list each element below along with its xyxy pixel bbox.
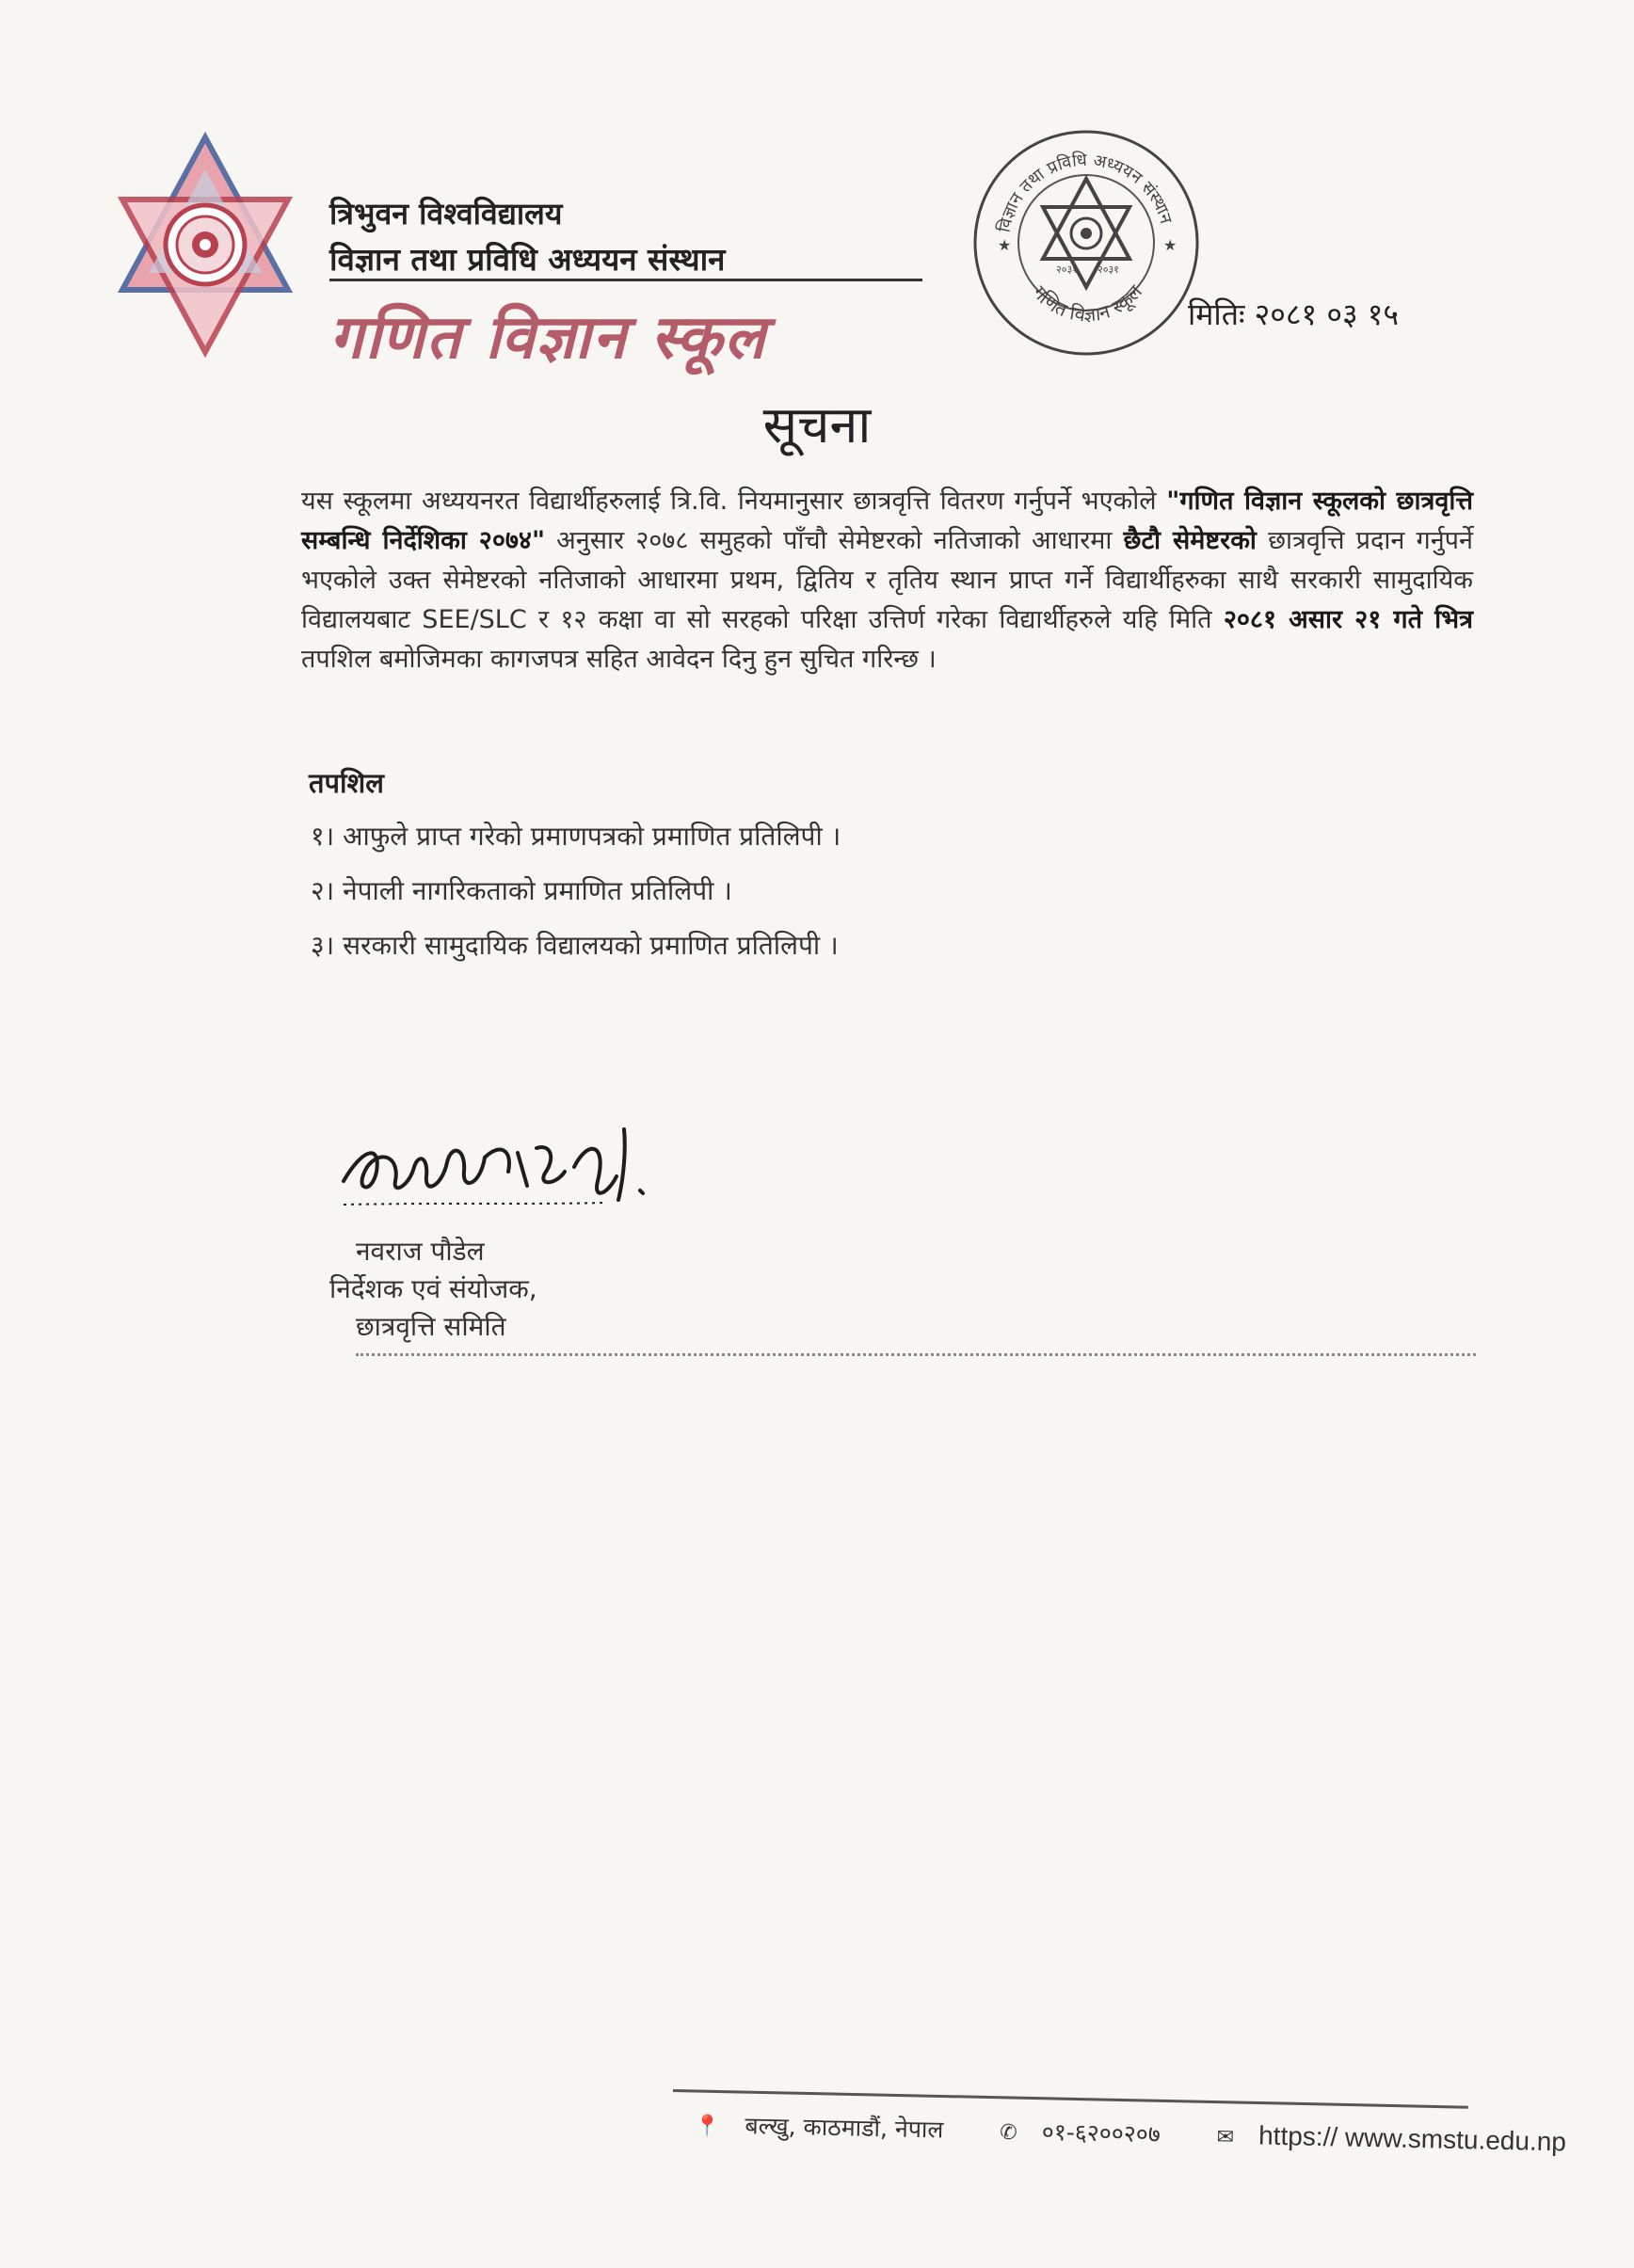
notice-date: मितिः २०८१ ०३ १५: [1188, 296, 1400, 332]
university-name: त्रिभुवन विश्वविद्यालय: [329, 196, 563, 232]
header-divider: [329, 279, 922, 281]
signatory-committee: छात्रवृत्ति समिति: [356, 1311, 506, 1342]
signatory-role: निर्देशक एवं संयोजक,: [329, 1273, 537, 1304]
footer-address: बल्खु, काठमाडौं, नेपाल: [745, 2112, 944, 2144]
list-item: २। नेपाली नागरिकताको प्रमाणित प्रतिलिपी ।: [311, 875, 732, 906]
university-logo-icon: [111, 132, 299, 358]
list-item: ३। सरकारी सामुदायिक विद्यालयको प्रमाणित प्रतिलिपी ।: [311, 930, 839, 961]
notice-body: [301, 482, 1473, 679]
notice-title: सूचना: [762, 395, 872, 455]
footer-phone: ०१-६२००२०७: [1041, 2117, 1161, 2148]
seal-ring-text: विज्ञान तथा प्रविधि अध्ययन संस्थान: [994, 150, 1177, 234]
handwritten-signature: [325, 1092, 682, 1233]
notice-bold-semester: छैटौ सेमेष्टरको: [1123, 526, 1257, 555]
list-item: १। आफुले प्राप्त गरेको प्रमाणपत्रको प्रमाणित प्रतिलिपी ।: [311, 821, 841, 852]
notice-text-part: यस स्कूलमा अध्ययनरत विद्यार्थीहरुलाई त्रि.वि. नियमानुसार छात्रवृत्ति वितरण गर्नुपर्ने भएकोले: [301, 487, 1167, 516]
svg-text:★: ★: [998, 236, 1012, 254]
notice-bold-deadline: २०८१ असार २१ गते भित्र: [1223, 605, 1473, 634]
details-list: [311, 809, 841, 973]
school-name: गणित विज्ञान स्कूल: [329, 303, 767, 373]
dotted-divider: [356, 1353, 1476, 1356]
footer-contact: [695, 2108, 1616, 2159]
details-heading: तपशिल: [309, 767, 384, 799]
notice-bold-directive: "गणित विज्ञान स्कूलको छात्रवृत्ति सम्बन्धि निर्देशिका २०७४": [301, 487, 1474, 555]
seal-year-left: २०३१: [1056, 264, 1078, 276]
footer-website: https:// www.smstu.edu.np: [1258, 2120, 1567, 2157]
svg-text:★: ★: [1163, 236, 1177, 254]
signatory-name: नवराज पौडेल: [356, 1236, 485, 1267]
notice-text-part: अनुसार २०७८ समुहको पाँचौ सेमेष्टरको नतिजाको आधारमा: [545, 526, 1124, 555]
seal-bottom-text: गणित विज्ञान स्कूल: [1028, 280, 1147, 327]
official-seal-stamp: [969, 122, 1200, 362]
phone-icon: ✆: [1000, 2120, 1018, 2146]
notice-text-part: तपशिल बमोजिमका कागजपत्र सहित आवेदन दिनु हुन सुचित गरिन्छ ।: [301, 645, 937, 674]
email-icon: ✉: [1216, 2125, 1235, 2150]
seal-year-right: २०३१: [1097, 264, 1119, 276]
institute-name: विज्ञान तथा प्रविधि अध्ययन संस्थान: [329, 241, 726, 278]
notice-text-part: छात्रवृत्ति प्रदान गर्नुपर्ने भएकोले उक्त सेमेष्टरको नतिजाको आधारमा प्रथम, द्वितिय र तृतिय स्थान प्राप्त गर्ने विद्यार्थीहरुका साथै सरकारी सामुदायिक विद्यालयबाट SEE/SLC र १२ कक्षा वा सो सरहको परिक्षा उत्तिर्ण गरेका विद्यार्थीहरुले यहि मिति: [301, 526, 1473, 634]
location-pin-icon: 📍: [694, 2115, 721, 2139]
footer-divider: [673, 2089, 1468, 2109]
